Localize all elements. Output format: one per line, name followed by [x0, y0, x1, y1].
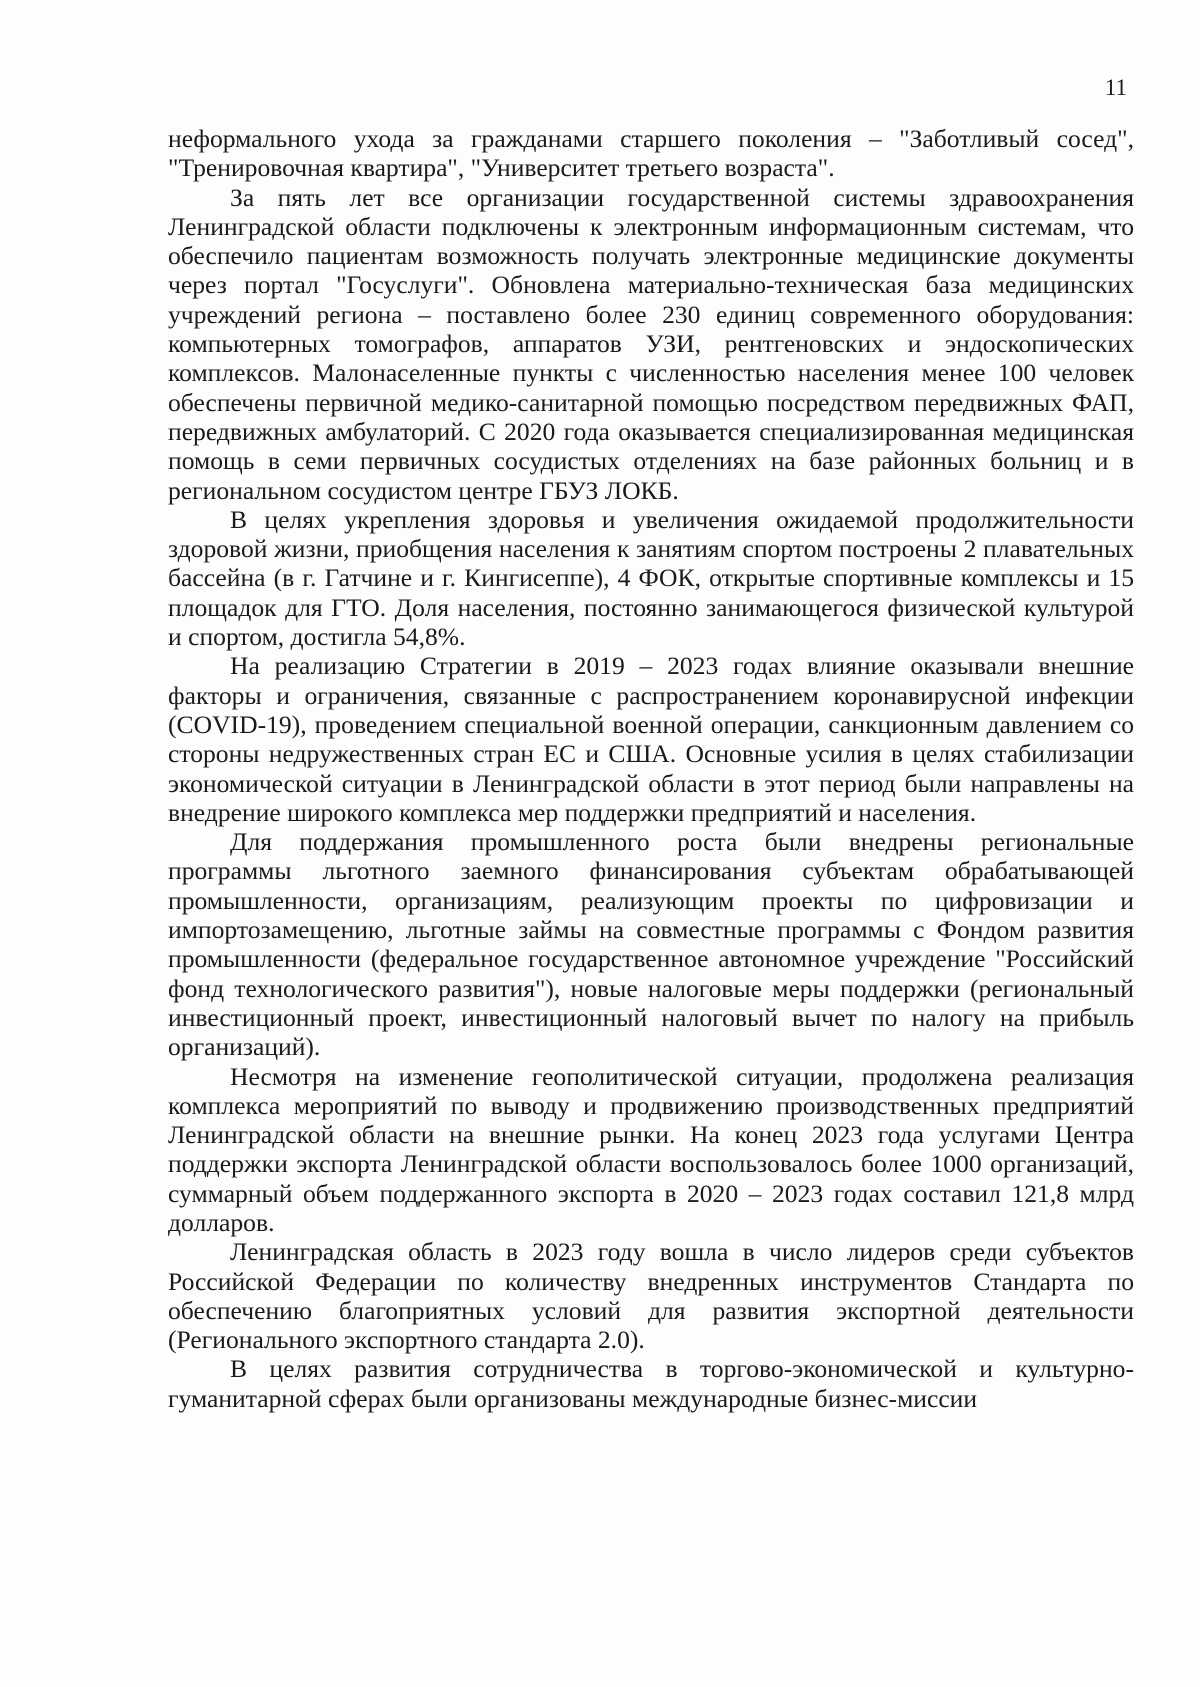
paragraph-export-standard: Ленинградская область в 2023 году вошла в число лидеров среди субъектов Российской Федерации по количеству внедренных инструментов Стандарта по обеспечению благоприятных условий для развития экспортной деятельности (Регионального экспортного стандарта 2.0).	[168, 1237, 1134, 1355]
paragraph-continuation: неформального ухода за гражданами старшего поколения – "Заботливый сосед", "Тренировочная квартира", "Университет третьего возраста".	[168, 124, 1134, 183]
document-body	[168, 124, 1134, 1413]
paragraph-export: Несмотря на изменение геополитической ситуации, продолжена реализация комплекса мероприятий по выводу и продвижению производственных предприятий Ленинградской области на внешние рынки. На конец 2023 года услугами Центра поддержки экспорта Ленинградской области воспользовалось более 1000 организаций, суммарный объем поддержанного экспорта в 2020 – 2023 годах составил 121,8 млрд долларов.	[168, 1061, 1134, 1237]
paragraph-healthcare: За пять лет все организации государственной системы здравоохранения Ленинградской области подключены к электронным информационным системам, что обеспечило пациентам возможность получать электронные медицинские документы через портал "Госуслуги". Обновлена материально-техническая база медицинских учреждений региона – поставлено более 230 единиц современного оборудования: компьютерных томографов, аппаратов УЗИ, рентгеновских и эндоскопических комплексов. Малонаселенные пункты с численностью населения менее 100 человек обеспечены первичной медико-санитарной помощью посредством передвижных ФАП, передвижных амбулаторий. С 2020 года оказывается специализированная медицинская помощь в семи первичных сосудистых отделениях на базе районных больниц и в региональном сосудистом центре ГБУЗ ЛОКБ.	[168, 182, 1134, 505]
paragraph-international: В целях развития сотрудничества в торгово-экономической и культурно-гуманитарной сферах были организованы международные бизнес-миссии	[168, 1354, 1134, 1413]
paragraph-sport: В целях укрепления здоровья и увеличения ожидаемой продолжительности здоровой жизни, приобщения населения к занятиям спортом построены 2 плавательных бассейна (в г. Гатчине и г. Кингисеппе), 4 ФОК, открытые спортивные комплексы и 15 площадок для ГТО. Доля населения, постоянно занимающегося физической культурой и спортом, достигла 54,8%.	[168, 504, 1134, 652]
paragraph-industry-support: Для поддержания промышленного роста были внедрены региональные программы льготного заемного финансирования субъектам обрабатывающей промышленности, организациям, реализующим проекты по цифровизации и импортозамещению, льготные займы на совместные программы с Фондом развития промышленности (федеральное государственное автономное учреждение "Российский фонд технологического развития"), новые налоговые меры поддержки (региональный инвестиционный проект, инвестиционный налоговый вычет по налогу на прибыль организаций).	[168, 827, 1134, 1062]
page-number: 11	[1104, 75, 1127, 100]
paragraph-external-factors: На реализацию Стратегии в 2019 – 2023 годах влияние оказывали внешние факторы и ограничения, связанные с распространением коронавирусной инфекции (COVID-19), проведением специальной военной операции, санкционным давлением со стороны недружественных стран ЕС и США. Основные усилия в целях стабилизации экономической ситуации в Ленинградской области в этот период были направлены на внедрение широкого комплекса мер поддержки предприятий и населения.	[168, 651, 1134, 827]
